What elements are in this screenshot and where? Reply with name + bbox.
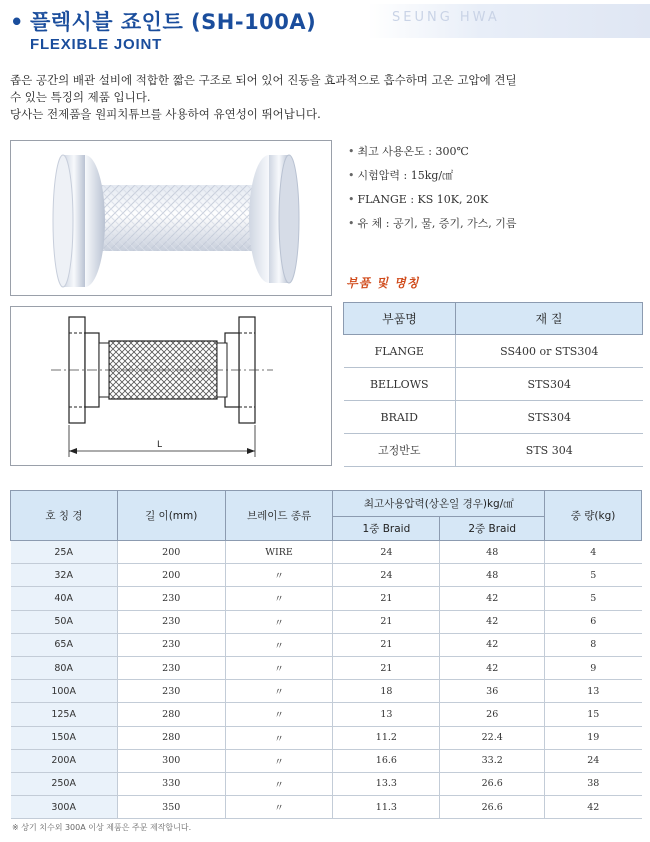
- cell-weight: 15: [545, 703, 642, 726]
- cell-length: 230: [117, 656, 225, 679]
- cell-weight: 38: [545, 772, 642, 795]
- parts-section-title: 부품 및 명칭: [346, 276, 420, 290]
- cell-length: 230: [117, 680, 225, 703]
- cell-size: 32A: [11, 564, 118, 587]
- cell-braid-type: 〃: [225, 703, 333, 726]
- cell-braid-type: 〃: [225, 772, 333, 795]
- spec-table: [10, 490, 642, 819]
- cell-size: 80A: [11, 656, 118, 679]
- header-size: 호 칭 경: [11, 491, 118, 541]
- table-row: [11, 772, 642, 795]
- cell-braid-type: WIRE: [225, 541, 333, 564]
- title-english: FLEXIBLE JOINT: [30, 36, 163, 53]
- joint-cross-section-drawing: [11, 307, 331, 465]
- table-row: [11, 587, 642, 610]
- cell-double-braid-pressure: 26.6: [440, 772, 545, 795]
- cell-double-braid-pressure: 42: [440, 610, 545, 633]
- cell-double-braid-pressure: 48: [440, 564, 545, 587]
- part-name: BRAID: [344, 401, 456, 434]
- cell-length: 230: [117, 610, 225, 633]
- cell-size: 150A: [11, 726, 118, 749]
- header-weight: 중 량(kg): [545, 491, 642, 541]
- cell-weight: 6: [545, 610, 642, 633]
- cell-length: 300: [117, 749, 225, 772]
- header-single-braid: 1중 Braid: [333, 517, 440, 541]
- parts-table: [343, 302, 643, 467]
- cell-braid-type: 〃: [225, 796, 333, 819]
- cell-size: 65A: [11, 633, 118, 656]
- table-row: [11, 726, 642, 749]
- header-max-pressure: 최고사용압력(상온일 경우)kg/㎠: [333, 491, 545, 517]
- cell-weight: 5: [545, 587, 642, 610]
- product-description: [10, 72, 642, 123]
- cell-single-braid-pressure: 11.2: [333, 726, 440, 749]
- cell-double-braid-pressure: 42: [440, 633, 545, 656]
- table-row: [11, 703, 642, 726]
- spec-item: • 유 체 : 공기, 물, 증기, 가스, 기름: [348, 217, 517, 230]
- cell-braid-type: 〃: [225, 749, 333, 772]
- table-row: [344, 368, 643, 401]
- page-title: [10, 6, 316, 36]
- header-double-braid: 2중 Braid: [440, 517, 545, 541]
- cell-length: 230: [117, 633, 225, 656]
- cell-length: 230: [117, 587, 225, 610]
- cell-single-braid-pressure: 21: [333, 656, 440, 679]
- cell-length: 330: [117, 772, 225, 795]
- table-row: [11, 610, 642, 633]
- cell-double-braid-pressure: 26: [440, 703, 545, 726]
- part-name: BELLOWS: [344, 368, 456, 401]
- cell-size: 40A: [11, 587, 118, 610]
- cell-size: 125A: [11, 703, 118, 726]
- cell-size: 50A: [11, 610, 118, 633]
- cell-double-braid-pressure: 36: [440, 680, 545, 703]
- flexible-joint-photo: [11, 141, 331, 295]
- cell-single-braid-pressure: 13.3: [333, 772, 440, 795]
- cell-length: 200: [117, 564, 225, 587]
- part-material: STS304: [456, 368, 643, 401]
- cell-weight: 19: [545, 726, 642, 749]
- table-row: [11, 796, 642, 819]
- technical-drawing: [10, 306, 332, 466]
- cell-size: 200A: [11, 749, 118, 772]
- description-line: 좁은 공간의 배관 설비에 적합한 짧은 구조로 되어 있어 진동을 효과적으로 흡수하며 고온 고압에 견딜: [10, 73, 517, 87]
- cell-double-braid-pressure: 22.4: [440, 726, 545, 749]
- cell-braid-type: 〃: [225, 726, 333, 749]
- cell-single-braid-pressure: 24: [333, 564, 440, 587]
- description-line: 당사는 전제품을 원피치튜브를 사용하여 유연성이 뛰어납니다.: [10, 107, 321, 121]
- cell-single-braid-pressure: 21: [333, 610, 440, 633]
- cell-braid-type: 〃: [225, 587, 333, 610]
- cell-braid-type: 〃: [225, 610, 333, 633]
- table-row: [11, 656, 642, 679]
- cell-braid-type: 〃: [225, 680, 333, 703]
- cell-single-braid-pressure: 24: [333, 541, 440, 564]
- cell-braid-type: 〃: [225, 656, 333, 679]
- cell-single-braid-pressure: 16.6: [333, 749, 440, 772]
- cell-double-braid-pressure: 33.2: [440, 749, 545, 772]
- cell-weight: 24: [545, 749, 642, 772]
- cell-single-braid-pressure: 18: [333, 680, 440, 703]
- cell-weight: 5: [545, 564, 642, 587]
- part-material: SS400 or STS304: [456, 335, 643, 368]
- cell-length: 200: [117, 541, 225, 564]
- part-material: STS304: [456, 401, 643, 434]
- cell-single-braid-pressure: 11.3: [333, 796, 440, 819]
- table-row: [344, 335, 643, 368]
- cell-double-braid-pressure: 42: [440, 587, 545, 610]
- cell-single-braid-pressure: 13: [333, 703, 440, 726]
- table-row: [11, 749, 642, 772]
- cell-weight: 8: [545, 633, 642, 656]
- parts-header-name: 부품명: [344, 303, 456, 335]
- spec-item: • 최고 사용온도 : 300℃: [348, 145, 469, 158]
- part-name: FLANGE: [344, 335, 456, 368]
- cell-double-braid-pressure: 42: [440, 656, 545, 679]
- header-length: 길 이(mm): [117, 491, 225, 541]
- cell-single-braid-pressure: 21: [333, 633, 440, 656]
- parts-header-material: 재 질: [456, 303, 643, 335]
- dimension-label-l: L: [157, 440, 163, 450]
- table-row: [11, 633, 642, 656]
- banner-text: SEUNG HWA: [392, 10, 500, 25]
- table-row: [344, 434, 643, 467]
- spec-item: • FLANGE : KS 10K, 20K: [348, 193, 489, 206]
- spec-item: • 시험압력 : 15kg/㎠: [348, 169, 454, 182]
- cell-double-braid-pressure: 48: [440, 541, 545, 564]
- cell-size: 25A: [11, 541, 118, 564]
- cell-size: 250A: [11, 772, 118, 795]
- header-braid-type: 브레이드 종류: [225, 491, 333, 541]
- spec-list: [348, 140, 643, 236]
- cell-weight: 4: [545, 541, 642, 564]
- cell-size: 300A: [11, 796, 118, 819]
- spec-table-body: [11, 541, 642, 819]
- table-row: [11, 680, 642, 703]
- part-material: STS 304: [456, 434, 643, 467]
- cell-size: 100A: [11, 680, 118, 703]
- title-bullet: •: [10, 10, 24, 34]
- cell-single-braid-pressure: 21: [333, 587, 440, 610]
- cell-braid-type: 〃: [225, 633, 333, 656]
- cell-weight: 13: [545, 680, 642, 703]
- footnote: ※ 상기 치수외 300A 이상 제품은 주문 제작합니다.: [12, 823, 192, 832]
- cell-length: 350: [117, 796, 225, 819]
- table-row: [344, 401, 643, 434]
- product-photo: [10, 140, 332, 296]
- cell-weight: 9: [545, 656, 642, 679]
- cell-double-braid-pressure: 26.6: [440, 796, 545, 819]
- description-line: 수 있는 특징의 제품 입니다.: [10, 90, 151, 104]
- title-korean: 플렉시블 죠인트 (SH-100A): [29, 10, 317, 34]
- table-row: [11, 541, 642, 564]
- cell-weight: 42: [545, 796, 642, 819]
- table-row: [11, 564, 642, 587]
- cell-braid-type: 〃: [225, 564, 333, 587]
- part-name: 고정반도: [344, 434, 456, 467]
- cell-length: 280: [117, 703, 225, 726]
- cell-length: 280: [117, 726, 225, 749]
